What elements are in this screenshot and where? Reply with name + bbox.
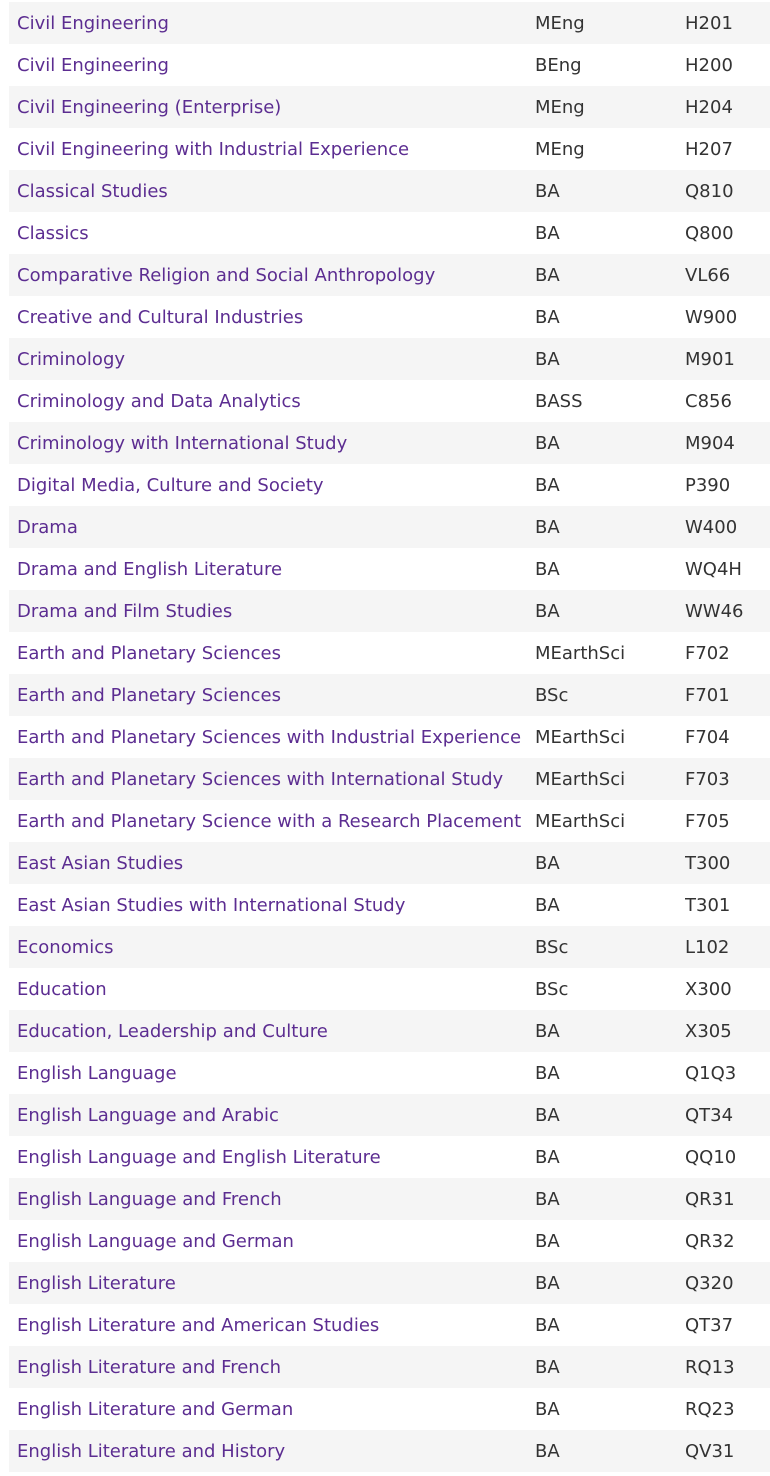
qualification-cell: BA	[535, 338, 685, 380]
course-link[interactable]: Civil Engineering	[17, 12, 169, 34]
course-name-cell	[9, 1010, 535, 1052]
course-name-cell	[9, 968, 535, 1010]
course-name-cell	[9, 716, 535, 758]
table-row	[9, 590, 770, 632]
course-link[interactable]: Drama	[17, 516, 78, 538]
table-row	[9, 44, 770, 86]
table-row	[9, 674, 770, 716]
course-name-cell	[9, 926, 535, 968]
qualification-cell: BA	[535, 254, 685, 296]
qualification-cell: BA	[535, 1178, 685, 1220]
course-link[interactable]: Earth and Planetary Sciences with International Study	[17, 768, 504, 790]
qualification-cell: BEng	[535, 44, 685, 86]
course-name-cell	[9, 674, 535, 716]
qualification-cell: MEng	[535, 2, 685, 44]
course-name-cell	[9, 1220, 535, 1262]
ucas-code-cell: WW46	[685, 590, 770, 632]
qualification-cell: MEng	[535, 86, 685, 128]
ucas-code-cell: Q810	[685, 170, 770, 212]
ucas-code-cell: RQ13	[685, 1346, 770, 1388]
table-row	[9, 212, 770, 254]
table-row	[9, 2, 770, 44]
table-row	[9, 926, 770, 968]
ucas-code-cell: QT34	[685, 1094, 770, 1136]
table-row	[9, 1388, 770, 1430]
course-link[interactable]: English Literature	[17, 1272, 176, 1294]
qualification-cell: BA	[535, 1304, 685, 1346]
ucas-code-cell: H201	[685, 2, 770, 44]
qualification-cell: BASS	[535, 380, 685, 422]
qualification-cell: BA	[535, 884, 685, 926]
table-row	[9, 1178, 770, 1220]
table-row	[9, 170, 770, 212]
course-link[interactable]: Education	[17, 978, 107, 1000]
table-row	[9, 296, 770, 338]
ucas-code-cell: QT37	[685, 1304, 770, 1346]
ucas-code-cell: WQ4H	[685, 548, 770, 590]
course-name-cell	[9, 1052, 535, 1094]
course-name-cell	[9, 128, 535, 170]
course-name-cell	[9, 44, 535, 86]
qualification-cell: BA	[535, 1052, 685, 1094]
ucas-code-cell: F704	[685, 716, 770, 758]
table-row	[9, 1262, 770, 1304]
course-link[interactable]: Criminology	[17, 348, 126, 370]
course-table-body	[9, 2, 770, 1472]
qualification-cell: BA	[535, 590, 685, 632]
qualification-cell: MEarthSci	[535, 758, 685, 800]
course-link[interactable]: English Language and French	[17, 1188, 282, 1210]
course-link[interactable]: East Asian Studies with International Study	[17, 894, 406, 916]
ucas-code-cell: QR32	[685, 1220, 770, 1262]
course-name-cell	[9, 2, 535, 44]
table-row	[9, 254, 770, 296]
course-name-cell	[9, 632, 535, 674]
course-link[interactable]: English Literature and History	[17, 1440, 286, 1462]
course-name-cell	[9, 1388, 535, 1430]
ucas-code-cell: H200	[685, 44, 770, 86]
qualification-cell: BA	[535, 842, 685, 884]
table-row	[9, 464, 770, 506]
ucas-code-cell: F703	[685, 758, 770, 800]
ucas-code-cell: F705	[685, 800, 770, 842]
qualification-cell: BA	[535, 1010, 685, 1052]
table-row	[9, 128, 770, 170]
course-name-cell	[9, 1304, 535, 1346]
course-link[interactable]: Criminology with International Study	[17, 432, 348, 454]
table-row	[9, 380, 770, 422]
qualification-cell: BA	[535, 548, 685, 590]
table-row	[9, 716, 770, 758]
course-link[interactable]: Criminology and Data Analytics	[17, 390, 301, 412]
table-row	[9, 632, 770, 674]
course-link[interactable]: Comparative Religion and Social Anthropology	[17, 264, 436, 286]
course-link[interactable]: Classics	[17, 222, 89, 244]
ucas-code-cell: L102	[685, 926, 770, 968]
course-link[interactable]: Earth and Planetary Science with a Research Placement	[17, 810, 522, 832]
ucas-code-cell: W400	[685, 506, 770, 548]
course-link[interactable]: English Language and German	[17, 1230, 294, 1252]
qualification-cell: BA	[535, 464, 685, 506]
course-link[interactable]: Digital Media, Culture and Society	[17, 474, 324, 496]
ucas-code-cell: T301	[685, 884, 770, 926]
table-row	[9, 338, 770, 380]
ucas-code-cell: F702	[685, 632, 770, 674]
qualification-cell: BA	[535, 1262, 685, 1304]
table-row	[9, 1052, 770, 1094]
course-link[interactable]: English Language and English Literature	[17, 1146, 381, 1168]
course-name-cell	[9, 422, 535, 464]
table-row	[9, 548, 770, 590]
qualification-cell: BSc	[535, 968, 685, 1010]
ucas-code-cell: M901	[685, 338, 770, 380]
course-name-cell	[9, 170, 535, 212]
table-row	[9, 1430, 770, 1472]
ucas-code-cell: Q320	[685, 1262, 770, 1304]
course-name-cell	[9, 254, 535, 296]
ucas-code-cell: H204	[685, 86, 770, 128]
qualification-cell: BA	[535, 1136, 685, 1178]
course-link[interactable]: Civil Engineering (Enterprise)	[17, 96, 282, 118]
ucas-code-cell: Q1Q3	[685, 1052, 770, 1094]
course-link[interactable]: English Literature and French	[17, 1356, 281, 1378]
table-row	[9, 842, 770, 884]
qualification-cell: MEarthSci	[535, 716, 685, 758]
table-row	[9, 422, 770, 464]
course-link[interactable]: Classical Studies	[17, 180, 168, 202]
course-link[interactable]: English Language and Arabic	[17, 1104, 279, 1126]
course-table	[9, 2, 770, 1472]
course-link[interactable]: East Asian Studies	[17, 852, 184, 874]
table-row	[9, 968, 770, 1010]
course-name-cell	[9, 506, 535, 548]
course-name-cell	[9, 86, 535, 128]
qualification-cell: MEarthSci	[535, 632, 685, 674]
course-name-cell	[9, 1262, 535, 1304]
ucas-code-cell: X305	[685, 1010, 770, 1052]
qualification-cell: BA	[535, 1430, 685, 1472]
qualification-cell: BA	[535, 422, 685, 464]
qualification-cell: MEng	[535, 128, 685, 170]
qualification-cell: BSc	[535, 674, 685, 716]
qualification-cell: BA	[535, 506, 685, 548]
course-link[interactable]: English Literature and German	[17, 1398, 294, 1420]
course-name-cell	[9, 338, 535, 380]
ucas-code-cell: QQ10	[685, 1136, 770, 1178]
qualification-cell: BSc	[535, 926, 685, 968]
course-link[interactable]: Drama and English Literature	[17, 558, 283, 580]
table-row	[9, 800, 770, 842]
ucas-code-cell: H207	[685, 128, 770, 170]
course-link[interactable]: Education, Leadership and Culture	[17, 1020, 328, 1042]
ucas-code-cell: F701	[685, 674, 770, 716]
table-row	[9, 1094, 770, 1136]
table-row	[9, 758, 770, 800]
table-row	[9, 1346, 770, 1388]
course-link[interactable]: English Literature and American Studies	[17, 1314, 380, 1336]
table-row	[9, 86, 770, 128]
course-name-cell	[9, 464, 535, 506]
table-row	[9, 1010, 770, 1052]
ucas-code-cell: VL66	[685, 254, 770, 296]
ucas-code-cell: C856	[685, 380, 770, 422]
course-link[interactable]: Earth and Planetary Sciences with Industrial Experience	[17, 726, 522, 748]
table-row	[9, 884, 770, 926]
course-name-cell	[9, 590, 535, 632]
course-link[interactable]: Earth and Planetary Sciences	[17, 642, 281, 664]
course-name-cell	[9, 1346, 535, 1388]
qualification-cell: BA	[535, 1220, 685, 1262]
course-link[interactable]: Civil Engineering	[17, 54, 169, 76]
course-link[interactable]: Economics	[17, 936, 114, 958]
course-name-cell	[9, 212, 535, 254]
course-name-cell	[9, 842, 535, 884]
qualification-cell: BA	[535, 212, 685, 254]
course-link[interactable]: Earth and Planetary Sciences	[17, 684, 281, 706]
course-name-cell	[9, 296, 535, 338]
course-name-cell	[9, 1094, 535, 1136]
course-name-cell	[9, 884, 535, 926]
qualification-cell: BA	[535, 1094, 685, 1136]
qualification-cell: MEarthSci	[535, 800, 685, 842]
ucas-code-cell: QR31	[685, 1178, 770, 1220]
ucas-code-cell: W900	[685, 296, 770, 338]
course-name-cell	[9, 1178, 535, 1220]
ucas-code-cell: QV31	[685, 1430, 770, 1472]
course-link[interactable]: Creative and Cultural Industries	[17, 306, 304, 328]
course-name-cell	[9, 758, 535, 800]
qualification-cell: BA	[535, 296, 685, 338]
qualification-cell: BA	[535, 1388, 685, 1430]
ucas-code-cell: RQ23	[685, 1388, 770, 1430]
course-name-cell	[9, 800, 535, 842]
ucas-code-cell: Q800	[685, 212, 770, 254]
course-link[interactable]: Civil Engineering with Industrial Experience	[17, 138, 410, 160]
ucas-code-cell: X300	[685, 968, 770, 1010]
table-row	[9, 1220, 770, 1262]
ucas-code-cell: P390	[685, 464, 770, 506]
course-link[interactable]: English Language	[17, 1062, 177, 1084]
course-name-cell	[9, 380, 535, 422]
ucas-code-cell: T300	[685, 842, 770, 884]
qualification-cell: BA	[535, 1346, 685, 1388]
course-name-cell	[9, 1136, 535, 1178]
table-row	[9, 506, 770, 548]
course-name-cell	[9, 1430, 535, 1472]
table-row	[9, 1136, 770, 1178]
ucas-code-cell: M904	[685, 422, 770, 464]
table-row	[9, 1304, 770, 1346]
qualification-cell: BA	[535, 170, 685, 212]
course-link[interactable]: Drama and Film Studies	[17, 600, 233, 622]
course-name-cell	[9, 548, 535, 590]
